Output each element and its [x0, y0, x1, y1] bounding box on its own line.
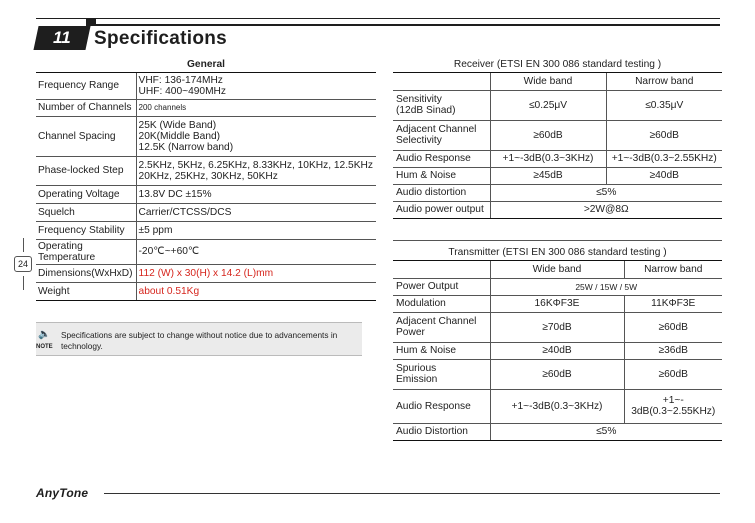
- table-row: [36, 185, 376, 203]
- table-row: [36, 203, 376, 221]
- table-row: [36, 282, 376, 300]
- merged-value: >2W@8Ω: [490, 201, 722, 218]
- table-row: [36, 99, 376, 116]
- merged-value: ≤5%: [490, 423, 722, 440]
- wide-value: ≥70dB: [490, 312, 624, 342]
- header-cell-empty: [393, 72, 490, 90]
- row-value: 13.8V DC ±15%: [136, 185, 376, 203]
- table-row: [393, 389, 722, 423]
- table-row: [36, 72, 376, 99]
- receiver-caption: Receiver (ETSI EN 300 086 standard testing ): [393, 58, 722, 72]
- row-label: Modulation: [393, 295, 490, 312]
- row-label: Audio Distortion: [393, 423, 490, 440]
- wide-value: ≥60dB: [490, 359, 624, 389]
- row-label: Audio power output: [393, 201, 490, 218]
- wide-value: +1~-3dB(0.3~3KHz): [490, 150, 606, 167]
- brand-logo: AnyTone: [36, 486, 89, 500]
- table-header-row: [393, 260, 722, 278]
- note-tag: NOTE: [36, 344, 53, 350]
- transmitter-caption: Transmitter (ETSI EN 300 086 standard testing ): [393, 246, 722, 260]
- row-value: 25K (Wide Band) 20K(Middle Band) 12.5K (Narrow band): [136, 116, 376, 156]
- header-cell-wide: Wide band: [490, 260, 624, 278]
- table-row: [393, 312, 722, 342]
- table-row: [393, 167, 722, 184]
- header-cell-narrow: Narrow band: [606, 72, 722, 90]
- row-label: Weight: [36, 282, 136, 300]
- merged-value: 25W / 15W / 5W: [490, 278, 722, 295]
- row-label: Operating Voltage: [36, 185, 136, 203]
- table-row: [393, 359, 722, 389]
- row-label: Sensitivity (12dB Sinad): [393, 90, 490, 120]
- narrow-value: ≥36dB: [624, 342, 722, 359]
- wide-value: ≥40dB: [490, 342, 624, 359]
- row-label: Frequency Stability: [36, 221, 136, 239]
- narrow-value: ≥60dB: [624, 359, 722, 389]
- row-value: about 0.51Kg: [136, 282, 376, 300]
- table-row: [36, 221, 376, 239]
- table-row: [393, 201, 722, 218]
- row-label: Adjacent Channel Selectivity: [393, 120, 490, 150]
- wide-value: +1~-3dB(0.3~3KHz): [490, 389, 624, 423]
- general-spec-table: [36, 58, 376, 301]
- table-header-row: [393, 72, 722, 90]
- page-number-rule-top: [23, 238, 24, 252]
- table-row: [393, 423, 722, 440]
- footer-rule: [104, 493, 720, 494]
- header-cell-narrow: Narrow band: [624, 260, 722, 278]
- page-number-rule-bottom: [23, 276, 24, 290]
- row-label: Audio distortion: [393, 184, 490, 201]
- table-row: [393, 184, 722, 201]
- table-row: [36, 116, 376, 156]
- narrow-value: +1~-3dB(0.3~2.55KHz): [606, 150, 722, 167]
- header-rule-thick: [96, 24, 720, 26]
- row-label: Hum & Noise: [393, 167, 490, 184]
- header-cell-empty: [393, 260, 490, 278]
- row-label: Audio Response: [393, 389, 490, 423]
- row-label: Frequency Range: [36, 72, 136, 99]
- row-value: -20℃~+60℃: [136, 239, 376, 264]
- section-number: 11: [53, 28, 71, 47]
- row-value: VHF: 136-174MHz UHF: 400~490MHz: [136, 72, 376, 99]
- transmitter-top-rule: [393, 240, 722, 241]
- general-caption: General: [36, 58, 376, 72]
- row-value: 200 channels: [136, 99, 376, 116]
- table-row: [393, 120, 722, 150]
- table-row: [393, 295, 722, 312]
- row-value: 112 (W) x 30(H) x 14.2 (L)mm: [136, 264, 376, 282]
- table-row: [393, 342, 722, 359]
- row-label: Dimensions(WxHxD): [36, 264, 136, 282]
- note-box: [36, 322, 362, 356]
- wide-value: ≥45dB: [490, 167, 606, 184]
- table-row: [393, 90, 722, 120]
- merged-value: ≤5%: [490, 184, 722, 201]
- speaker-note-icon: 🔈: [38, 329, 51, 340]
- row-label: Phase-locked Step: [36, 156, 136, 185]
- row-label: Hum & Noise: [393, 342, 490, 359]
- wide-value: ≥60dB: [490, 120, 606, 150]
- note-text: Specifications are subject to change without notice due to advancements in technology.: [61, 330, 338, 351]
- row-label: Squelch: [36, 203, 136, 221]
- row-value: ±5 ppm: [136, 221, 376, 239]
- receiver-spec-table: [393, 58, 722, 219]
- table-row: [393, 150, 722, 167]
- narrow-value: ≥60dB: [606, 120, 722, 150]
- header-cell-wide: Wide band: [490, 72, 606, 90]
- row-label: Adjacent Channel Power: [393, 312, 490, 342]
- table-row: [36, 239, 376, 264]
- narrow-value: ≥60dB: [624, 312, 722, 342]
- table-row: [393, 278, 722, 295]
- page-title: Specifications: [94, 28, 228, 49]
- narrow-value: +1~- 3dB(0.3~2.55KHz): [624, 389, 722, 423]
- transmitter-spec-table: [393, 246, 722, 441]
- narrow-value: ≥40dB: [606, 167, 722, 184]
- table-row: [36, 264, 376, 282]
- row-label: Channel Spacing: [36, 116, 136, 156]
- narrow-value: ≤0.35μV: [606, 90, 722, 120]
- row-value: Carrier/CTCSS/DCS: [136, 203, 376, 221]
- row-label: Operating Temperature: [36, 239, 136, 264]
- section-number-badge: [33, 26, 90, 50]
- table-row: [36, 156, 376, 185]
- row-value: 2.5KHz, 5KHz, 6.25KHz, 8.33KHz, 10KHz, 12.5KHz 20KHz, 25KHz, 30KHz, 50KHz: [136, 156, 376, 185]
- row-label: Spurious Emission: [393, 359, 490, 389]
- wide-value: 16KΦF3E: [490, 295, 624, 312]
- row-label: Audio Response: [393, 150, 490, 167]
- header-rule-tick: [86, 18, 96, 26]
- row-label: Power Output: [393, 278, 490, 295]
- row-label: Number of Channels: [36, 99, 136, 116]
- narrow-value: 11KΦF3E: [624, 295, 722, 312]
- wide-value: ≤0.25μV: [490, 90, 606, 120]
- header-rule-thin: [36, 18, 720, 19]
- page-number: 24: [14, 256, 32, 272]
